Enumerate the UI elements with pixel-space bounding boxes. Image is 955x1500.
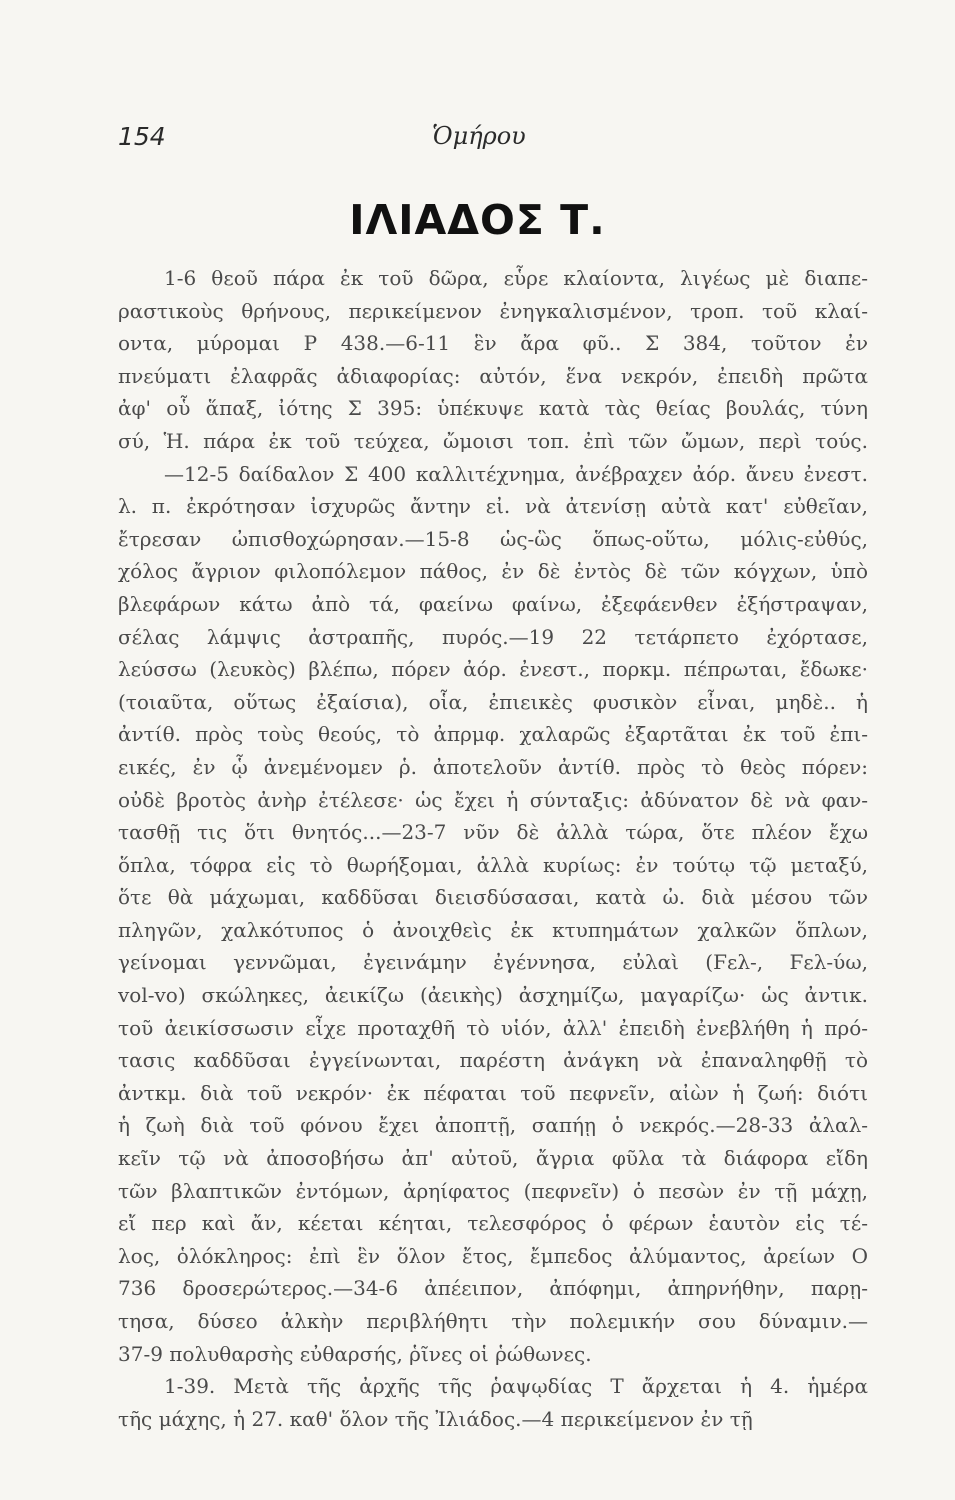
text-line: (τοιαῦτα, οὕτως ἐξαίσια), οἷα, ἐπιεικὲς φυσικὸν εἶναι, μηδὲ.. ἡ — [118, 689, 868, 714]
text-line: κεῖν τῷ νὰ ἀποσοβήσω ἀπ' αὐτοῦ, ἄγρια φῦλα τὰ διάφορα εἴδη — [118, 1146, 868, 1171]
text-line: χόλος ἄγριον φιλοπόλεμον πάθος, ἐν δὲ ἐντὸς δὲ τῶν κόγχων, ὑπὸ — [118, 559, 868, 584]
text-line: τῆς μάχης, ἡ 27. καθ' ὅλον τῆς Ἰλιάδος.—4 περικείμενον ἐν τῇ — [118, 1406, 753, 1431]
text-line: ἀντκμ. διὰ τοῦ νεκρόν· ἐκ πέφαται τοῦ πεφνεῖν, αἰὼν ἡ ζωή: διότι — [118, 1080, 868, 1105]
running-head — [118, 122, 878, 158]
text-line: βλεφάρων κάτω ἀπὸ τά, φαείνω φαίνω, ἐξεφάενθεν ἐξήστραψαν, — [118, 591, 868, 616]
book-title: ΙΛΙΑΔΟΣ Τ. — [349, 196, 606, 244]
text-line: γείνομαι γεννῶμαι, ἐγεινάμην ἐγέννησα, εὐλαὶ (Ϝελ-, Ϝελ-ύω, — [118, 950, 868, 975]
text-line: ἀφ' οὗ ἅπαξ, ἰότης Σ 395: ὑπέκυψε κατὰ τὰς θείας βουλάς, τύνη — [118, 396, 868, 421]
text-line: ἔτρεσαν ὠπισθοχώρησαν.—15-8 ὡς-ὣς ὅπως-οὕτω, μόλις-εὐθύς, — [118, 526, 868, 551]
text-line: τασθῇ τις ὅτι θνητός...—23-7 νῦν δὲ ἀλλὰ τώρα, ὅτε πλέον ἔχω — [118, 820, 868, 845]
text-line: τοῦ ἀεικίσσωσιν εἶχε προταχθῆ τὸ υἱόν, ἀλλ' ἐπειδὴ ἐνεβλήθη ἡ πρό- — [118, 1015, 868, 1040]
text-line: ἡ ζωὴ διὰ τοῦ φόνου ἔχει ἀποπτῇ, σαπήῃ ὁ νεκρός.—28-33 ἀλαλ- — [118, 1113, 868, 1138]
text-line: 37-9 πολυθαρσὴς εὐθαρσής, ῥῖνες οἱ ῥώθωνες. — [118, 1341, 592, 1366]
text-line: ραστικοὺς θρήνους, περικείμενον ἐνηγκαλισμένον, τροπ. τοῦ κλαί- — [118, 298, 868, 323]
text-line: εἴ περ καὶ ἄν, κέεται κέηται, τελεσφόρος ὁ φέρων ἑαυτὸν εἰς τέ- — [118, 1211, 868, 1236]
text-line: οντα, μύρομαι Ρ 438.—6-11 ἓν ἄρα φῦ.. Σ 384, τοῦτον ἐν — [118, 331, 868, 356]
text-line: λ. π. ἐκρότησαν ἰσχυρῶς ἄντην εἰ. νὰ ἀτενίσῃ αὐτὰ κατ' εὐθεῖαν, — [118, 494, 868, 519]
running-title: Ὁμήρου — [432, 122, 526, 150]
text-line: τασις καδδῦσαι ἐγγείνωνται, παρέστη ἀνάγκη νὰ ἐπαναληφθῇ τὸ — [118, 1048, 868, 1073]
text-line: πληγῶν, χαλκότυπος ὁ ἀνοιχθεὶς ἐκ κτυπημάτων χαλκῶν ὅπλων, — [118, 917, 868, 942]
text-line: σύ, Ἡ. πάρα ἐκ τοῦ τεύχεα, ὤμοισι τοπ. ἐπὶ τῶν ὤμων, περὶ τούς. — [118, 428, 868, 453]
text-line: λεύσσω (λευκὸς) βλέπω, πόρεν ἀόρ. ἐνεστ., πορκμ. πέπρωται, ἔδωκε· — [118, 657, 868, 682]
text-line: 1-6 θεοῦ πάρα ἐκ τοῦ δῶρα, εὗρε κλαίοντα, λιγέως μὲ διαπε- — [164, 266, 868, 290]
text-line: 1-39. Μετὰ τῆς ἀρχῆς τῆς ῥαψῳδίας Τ ἄρχεται ἡ 4. ἡμέρα — [164, 1374, 868, 1399]
text-line: οὐδὲ βροτὸς ἀνὴρ ἐτέλεσε· ὡς ἔχει ἡ σύνταξις: ἀδύνατον δὲ νὰ φαν- — [118, 787, 868, 812]
text-line: σέλας λάμψις ἀστραπῆς, πυρός.—19 22 τετάρπετο ἐχόρτασε, — [118, 624, 868, 649]
commentary-text — [118, 262, 868, 1435]
text-line: ἀντίθ. πρὸς τοὺς θεούς, τὸ ἀπρμφ. χαλαρῶς ἐξαρτᾶται ἐκ τοῦ ἐπι- — [118, 722, 868, 747]
text-line: —12-5 δαίδαλον Σ 400 καλλιτέχνημα, ἀνέβραχεν ἀόρ. ἄνευ ἐνεστ. — [164, 461, 868, 486]
text-line: ὅτε θὰ μάχωμαι, καδδῦσαι διεισδύσασαι, κατὰ ὠ. διὰ μέσου τῶν — [118, 885, 868, 910]
text-line: πνεύματι ἐλαφρᾶς ἀδιαφορίας: αὐτόν, ἕνα νεκρόν, ἐπειδὴ πρῶτα — [118, 363, 868, 388]
text-line: τησα, δύσεο ἀλκὴν περιβλήθητι τὴν πολεμικήν σου δύναμιν.— — [118, 1309, 868, 1333]
text-line: εικές, ἐν ᾧ ἀνεμένομεν ῥ. ἀποτελοῦν ἀντίθ. πρὸς τὸ θεὸς πόρεν: — [118, 754, 868, 779]
text-line: τῶν βλαπτικῶν ἐντόμων, ἀρηίφατος (πεφνεῖν) ὁ πεσὼν ἐν τῇ μάχῃ, — [118, 1178, 868, 1203]
text-line: 736 δροσερώτερος.—34-6 ἀπέειπον, ἀπόφημι, ἀπηρνήθην, παρῃ- — [118, 1276, 868, 1301]
text-line: λος, ὁλόκληρος: ἐπὶ ἓν ὅλον ἔτος, ἔμπεδος ἀλύμαντος, ἀρείων Ο — [118, 1243, 868, 1268]
page-number: 154 — [118, 122, 166, 151]
text-line: vol-vo) σκώληκες, ἀεικίζω (ἀεικὴς) ἀσχημίζω, μαγαρίζω· ὡς ἀντικ. — [118, 983, 868, 1008]
text-line: ὅπλα, τόφρα εἰς τὸ θωρήξομαι, ἀλλὰ κυρίως: ἐν τούτῳ τῷ μεταξύ, — [118, 852, 868, 877]
